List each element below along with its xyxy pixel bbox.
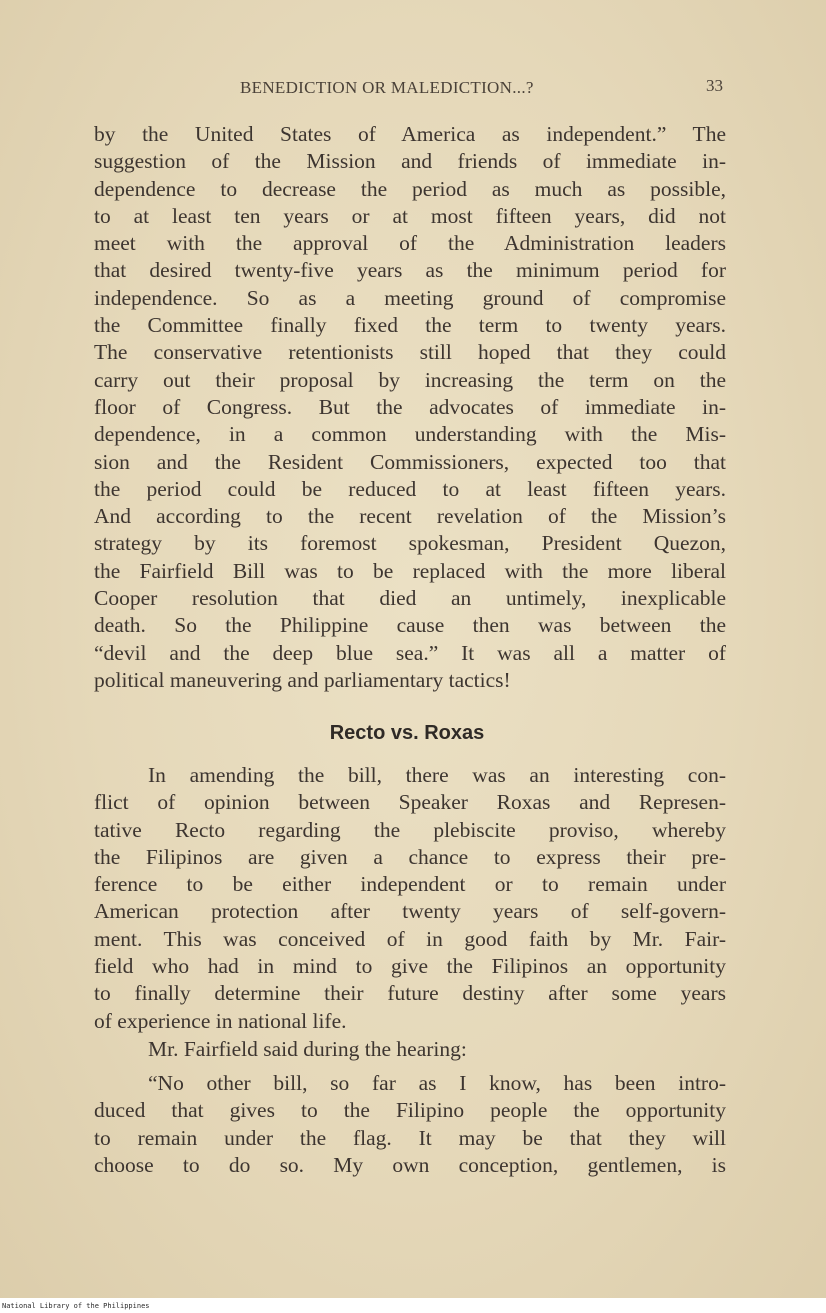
text-line: political maneuvering and parliamentary tactics! bbox=[94, 667, 511, 692]
text-line: ference to be either independent or to remain under bbox=[94, 872, 726, 897]
text-line: choose to do so. My own conception, gentlemen, is bbox=[94, 1152, 726, 1177]
text-line: flict of opinion between Speaker Roxas and Represen- bbox=[94, 790, 726, 815]
text-line: strategy by its foremost spokesman, President Quezon, bbox=[94, 531, 726, 556]
text-line: field who had in mind to give the Filipinos an opportunity bbox=[94, 954, 726, 979]
text-line: American protection after twenty years of self-govern- bbox=[94, 899, 726, 924]
text-line: And according to the recent revelation of the Mission’s bbox=[94, 504, 726, 529]
library-credit: National Library of the Philippines bbox=[2, 1302, 150, 1310]
text-line: ment. This was conceived of in good faith by Mr. Fair- bbox=[94, 926, 726, 951]
text-line: floor of Congress. But the advocates of immediate in- bbox=[94, 394, 726, 419]
paragraph-continuation bbox=[94, 121, 726, 694]
text-line: Cooper resolution that died an untimely, inexplicable bbox=[94, 586, 726, 611]
text-line: that desired twenty-five years as the minimum period for bbox=[94, 258, 726, 283]
text-line: suggestion of the Mission and friends of immediate in- bbox=[94, 149, 726, 174]
text-line: the Fairfield Bill was to be replaced with the more liberal bbox=[94, 558, 726, 583]
text-line: to finally determine their future destiny after some years bbox=[94, 981, 726, 1006]
text-line: independence. So as a meeting ground of compromise bbox=[94, 285, 726, 310]
text-line: dependence to decrease the period as much as possible, bbox=[94, 176, 726, 201]
text-line: dependence, in a common understanding with the Mis- bbox=[94, 422, 726, 447]
text-line: the period could be reduced to at least fifteen years. bbox=[94, 476, 726, 501]
text-line: death. So the Philippine cause then was between the bbox=[94, 613, 726, 638]
text-line: of experience in national life. bbox=[94, 1008, 347, 1033]
text-line: to at least ten years or at most fifteen years, did not bbox=[94, 203, 726, 228]
text-line: “No other bill, so far as I know, has been intro- bbox=[148, 1071, 726, 1095]
text-line: tative Recto regarding the plebiscite proviso, whereby bbox=[94, 817, 726, 842]
quotation-paragraph bbox=[94, 1070, 726, 1179]
section-heading: Recto vs. Roxas bbox=[329, 722, 485, 744]
text-line: carry out their proposal by increasing the term on the bbox=[94, 367, 726, 392]
text-line: to remain under the flag. It may be that they will bbox=[94, 1125, 726, 1150]
text-line: The conservative retentionists still hoped that they could bbox=[94, 340, 726, 365]
page-number: 33 bbox=[706, 76, 723, 95]
running-header-title: BENEDICTION OR MALEDICTION...? bbox=[240, 78, 534, 97]
text-line: In amending the bill, there was an interesting con- bbox=[148, 763, 726, 787]
text-line: “devil and the deep blue sea.” It was all a matter of bbox=[94, 640, 726, 665]
text-line: meet with the approval of the Administration leaders bbox=[94, 231, 726, 256]
text-line: duced that gives to the Filipino people the opportunity bbox=[94, 1098, 726, 1123]
text-line: Mr. Fairfield said during the hearing: bbox=[148, 1037, 467, 1061]
text-line: the Committee finally fixed the term to twenty years. bbox=[94, 313, 726, 338]
paragraph bbox=[94, 762, 726, 1035]
paragraph bbox=[94, 1036, 726, 1063]
text-line: sion and the Resident Commissioners, expected too that bbox=[94, 449, 726, 474]
text-line: the Filipinos are given a chance to express their pre- bbox=[94, 844, 726, 869]
text-line: by the United States of America as independent.” The bbox=[94, 122, 726, 146]
